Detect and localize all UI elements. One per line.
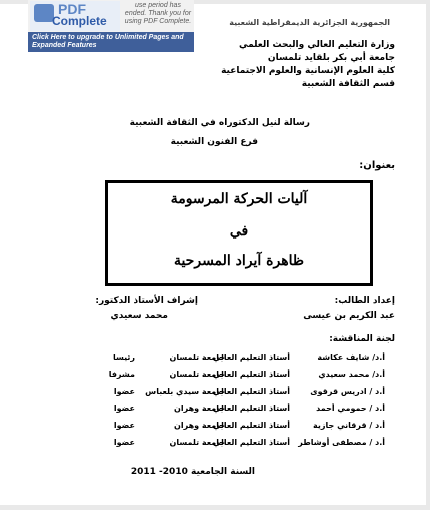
member-university: جامعة وهران xyxy=(174,404,225,413)
badge-complete-text: Complete xyxy=(52,14,107,28)
member-university: جامعة تلمسان xyxy=(169,438,225,447)
committee-row xyxy=(80,438,385,450)
member-role: رئيسا xyxy=(112,353,135,362)
viewer-border-right xyxy=(426,0,430,510)
committee-row xyxy=(80,387,385,399)
viewer-border-bottom xyxy=(0,505,430,510)
faculty-name: كلية العلوم الإنسانية والعلوم الاجتماعية xyxy=(221,66,395,76)
academic-year: السنة الجامعية 2010- 2011 xyxy=(130,467,255,477)
supervisor-name: محمد سعيدي xyxy=(110,311,168,321)
member-rank: أستاذ التعليم العالي xyxy=(212,353,290,362)
member-rank: أستاذ التعليم العالي xyxy=(212,438,290,447)
member-university: جامعة وهران xyxy=(174,421,225,430)
member-name: أ.د/ شايف عكاشة xyxy=(317,353,385,362)
student-name: عبد الكريم بن عيسى xyxy=(303,311,395,321)
committee-row xyxy=(80,353,385,365)
member-name: أ.د / مصطفى أوشاطر xyxy=(298,438,385,447)
member-university: جامعة تلمسان xyxy=(169,353,225,362)
thesis-title-line1: آليات الحركة المرسومة xyxy=(170,191,308,207)
badge-note: use period has ended. Thank you for using PDF Complete. xyxy=(124,2,192,25)
member-role: عضوا xyxy=(113,421,135,430)
badge-pdf-text: PDF xyxy=(58,1,86,17)
member-name: أ.د / حمومي أحمد xyxy=(316,404,385,413)
committee-label: لجنة المناقشة: xyxy=(329,334,395,344)
member-university: جامعة سيدي بلعباس xyxy=(145,387,225,396)
member-rank: أستاذ التعليم العالي xyxy=(212,387,290,396)
university-name: جامعة أبي بكر بلقايد تلمسان xyxy=(267,53,395,63)
member-rank: أستاذ التعليم العالي xyxy=(212,404,290,413)
thesis-title-line3: ظاهرة آيراد المسرحية xyxy=(173,253,305,269)
thesis-branch: فرع الفنون الشعبية xyxy=(170,137,258,147)
member-role: مشرفا xyxy=(108,370,135,379)
pdf-complete-upgrade-badge[interactable] xyxy=(28,0,194,52)
committee-row xyxy=(80,404,385,416)
pdf-logo-icon xyxy=(34,4,54,22)
committee-row xyxy=(80,421,385,433)
member-name: أ.د / ادريس قرقوى xyxy=(310,387,385,396)
thesis-title-box xyxy=(105,180,373,286)
ministry-name: وزارة التعليم العالي والبحث العلمي xyxy=(238,40,395,50)
member-name: أ.د / قرقاني جازية xyxy=(313,421,385,430)
pdf-complete-logo xyxy=(30,1,120,31)
member-university: جامعة تلمسان xyxy=(169,370,225,379)
member-role: عضوا xyxy=(113,438,135,447)
supervisor-label: إشراف الأستاذ الدكتور: xyxy=(95,296,198,306)
thesis-title-line2: في xyxy=(229,223,249,239)
member-name: أ.د/ محمد سعيدي xyxy=(318,370,385,379)
upgrade-link[interactable]: Click Here to upgrade to Unlimited Pages and Expanded Features xyxy=(32,34,184,49)
department-name: قسم الثقافة الشعبية xyxy=(301,79,395,89)
member-role: عضوا xyxy=(113,404,135,413)
member-rank: أستاذ التعليم العالي xyxy=(212,370,290,379)
member-rank: أستاذ التعليم العالي xyxy=(212,421,290,430)
thesis-type: رسالة لنيل الدكتوراه في الثقافة الشعبية xyxy=(129,118,310,128)
title-label: بعنوان: xyxy=(359,160,395,171)
committee-row xyxy=(80,370,385,382)
student-label: إعداد الطالب: xyxy=(334,296,395,306)
member-role: عضوا xyxy=(113,387,135,396)
republic-header: الجمهورية الجزائرية الديمقراطية الشعبية xyxy=(229,18,390,27)
